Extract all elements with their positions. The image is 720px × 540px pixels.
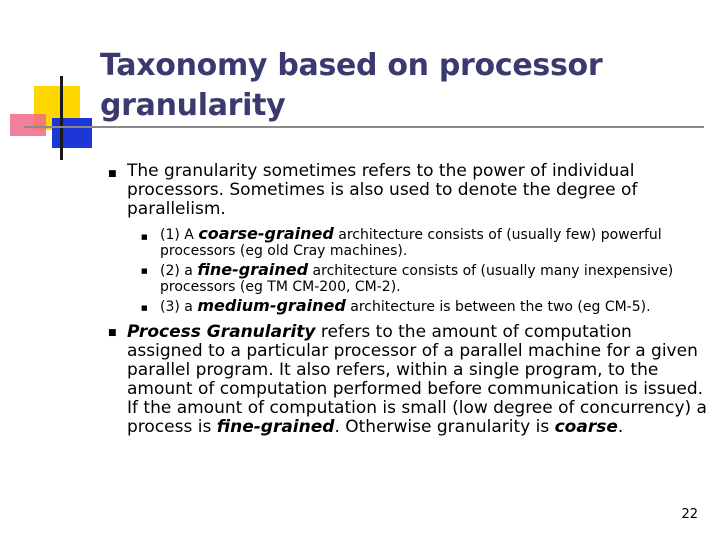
sub-bullet-2-before: (2) a bbox=[160, 263, 198, 279]
sub-bullet-1-emphasis: coarse-grained bbox=[198, 224, 334, 243]
title-line-2: granularity bbox=[100, 88, 286, 123]
bullet-square-icon: ■ bbox=[108, 328, 117, 338]
sub-bullet-3-after: architecture is between the two (eg CM-5). bbox=[345, 299, 651, 315]
bullet-2-lead-emphasis: Process Granularity bbox=[127, 322, 316, 342]
sub-bullet-square-icon: ■ bbox=[141, 304, 148, 312]
sub-bullet-3-emphasis: medium-grained bbox=[197, 296, 346, 315]
sub-bullet-square-icon: ■ bbox=[141, 267, 148, 275]
decorative-red-bar bbox=[10, 114, 46, 136]
title-line-1: Taxonomy based on processor bbox=[100, 48, 603, 83]
bullet-1-text: The granularity sometimes refers to the power of individual processors. Sometimes is also used to denote the degree of parallelism. bbox=[127, 161, 638, 219]
bullet-2-after-lead: refers to the amount of computation assigned to a particular processor of a parallel machine for a given parallel program. It also refers, within a single program, to the amount of computation performed before communication is issued. If the amount of computation is small (low degree of concurrency) a process is bbox=[127, 322, 707, 437]
bullet-2-text bbox=[127, 323, 707, 437]
bullet-2-emphasis-coarse: coarse bbox=[554, 417, 618, 437]
sub-bullet-2 bbox=[160, 262, 710, 295]
sub-bullet-2-after: architecture consists of (usually many inexpensive) processors (eg TM CM-200, CM-2). bbox=[160, 263, 674, 295]
page-number: 22 bbox=[681, 507, 698, 522]
bullet-square-icon: ■ bbox=[108, 169, 117, 179]
sub-bullet-1-before: (1) A bbox=[160, 227, 199, 243]
sub-bullet-square-icon: ■ bbox=[141, 233, 148, 241]
sub-bullet-1-after: architecture consists of (usually few) powerful processors (eg old Cray machines). bbox=[160, 227, 662, 259]
decorative-vertical-line bbox=[60, 76, 63, 160]
sub-bullet-3-before: (3) a bbox=[160, 299, 198, 315]
slide-title bbox=[100, 46, 700, 126]
title-underline bbox=[24, 126, 704, 128]
decorative-blue-square bbox=[52, 118, 92, 148]
sub-bullet-3 bbox=[160, 298, 710, 315]
bullet-2-emphasis-fine: fine-grained bbox=[216, 417, 335, 437]
bullet-2-end: . bbox=[617, 417, 624, 437]
sub-bullet-2-emphasis: fine-grained bbox=[197, 260, 309, 279]
sub-bullet-1 bbox=[160, 226, 710, 259]
bullet-2-middle: . Otherwise granularity is bbox=[334, 417, 555, 437]
